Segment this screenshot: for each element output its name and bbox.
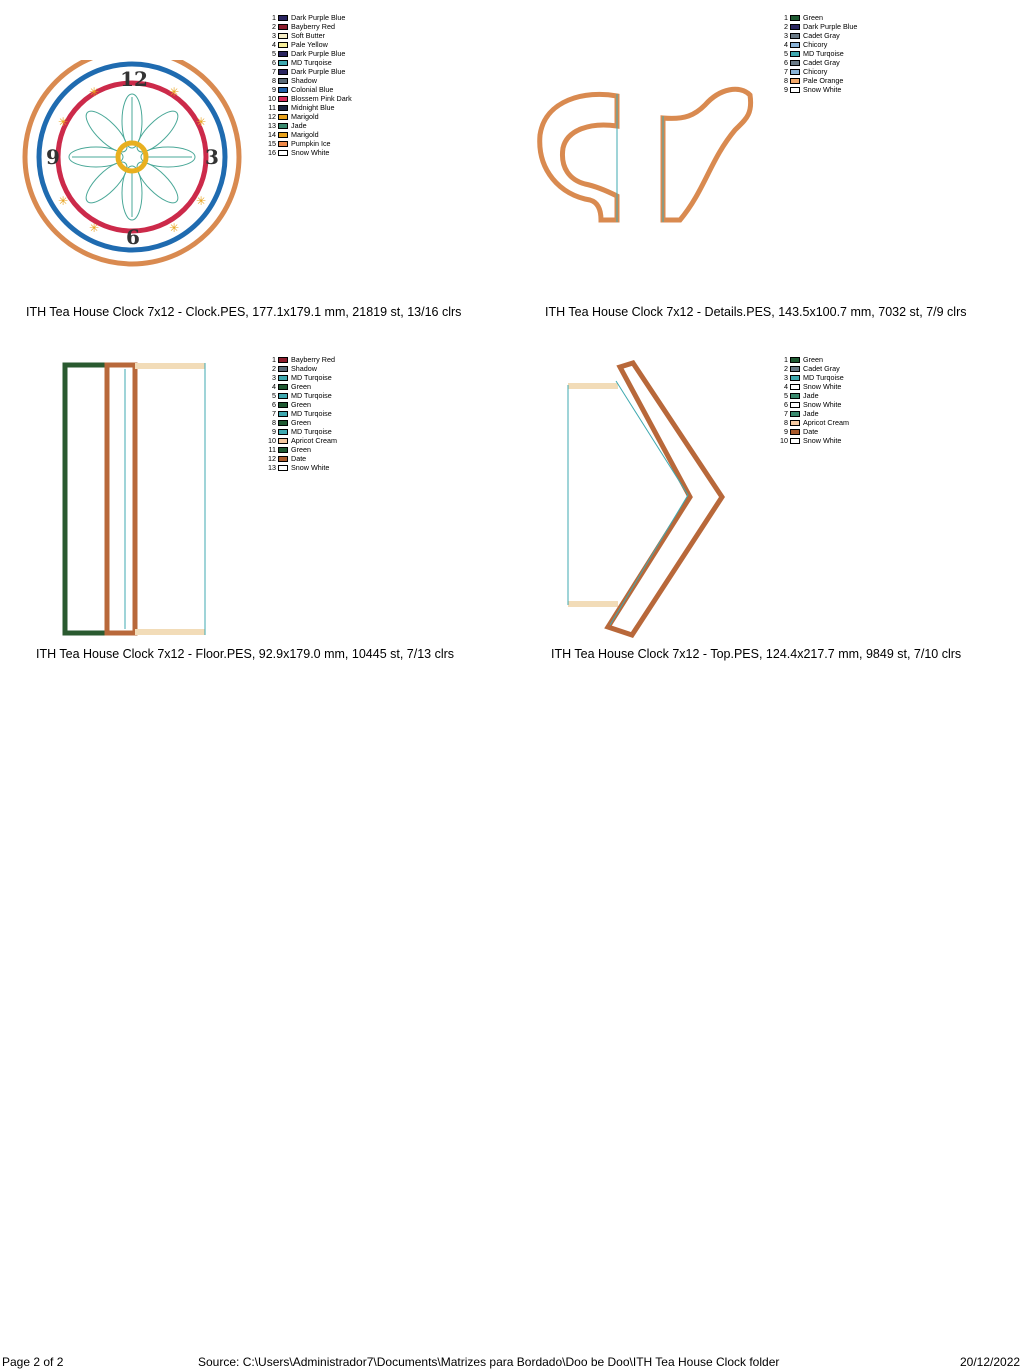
color-swatch (278, 375, 288, 381)
color-swatch (278, 105, 288, 111)
caption-top: ITH Tea House Clock 7x12 - Top.PES, 124.4x217.7 mm, 9849 st, 7/10 clrs (551, 647, 962, 661)
color-swatch (790, 60, 800, 66)
legend-row (774, 382, 849, 391)
legend-number: 4 (784, 382, 788, 391)
color-swatch (278, 51, 288, 57)
thread-name: Green (291, 418, 311, 427)
thread-legend-top (774, 355, 849, 445)
legend-number: 7 (784, 409, 788, 418)
legend-row (262, 436, 337, 445)
color-swatch (278, 33, 288, 39)
legend-number: 10 (268, 436, 276, 445)
thread-name: Bayberry Red (291, 22, 335, 31)
legend-row (774, 31, 857, 40)
color-swatch (278, 87, 288, 93)
color-swatch (790, 429, 800, 435)
color-swatch (790, 411, 800, 417)
color-swatch (278, 15, 288, 21)
legend-number: 8 (272, 76, 276, 85)
color-swatch (790, 384, 800, 390)
thread-legend-clock (262, 13, 352, 157)
legend-number: 3 (784, 373, 788, 382)
legend-number: 6 (784, 58, 788, 67)
top-design-preview (560, 355, 740, 645)
color-swatch (790, 357, 800, 363)
thread-name: MD Turqoise (291, 58, 332, 67)
legend-number: 10 (268, 94, 276, 103)
thread-name: Dark Purple Blue (291, 49, 346, 58)
legend-row (774, 409, 849, 418)
color-swatch (790, 33, 800, 39)
legend-row (262, 463, 337, 472)
legend-number: 9 (784, 85, 788, 94)
page-number: Page 2 of 2 (2, 1355, 64, 1369)
svg-text:✳: ✳ (88, 85, 100, 99)
color-swatch (278, 447, 288, 453)
thread-name: Midnight Blue (291, 103, 335, 112)
legend-row (262, 355, 337, 364)
legend-number: 11 (268, 445, 276, 454)
legend-row (774, 373, 849, 382)
legend-row (262, 418, 337, 427)
legend-number: 2 (784, 22, 788, 31)
legend-number: 12 (268, 112, 276, 121)
legend-row (774, 400, 849, 409)
color-swatch (790, 24, 800, 30)
legend-row (262, 31, 352, 40)
color-swatch (790, 15, 800, 21)
color-swatch (278, 42, 288, 48)
color-swatch (790, 393, 800, 399)
color-swatch (278, 60, 288, 66)
color-swatch (790, 78, 800, 84)
legend-row (262, 40, 352, 49)
legend-number: 3 (272, 31, 276, 40)
thread-name: Apricot Cream (803, 418, 849, 427)
legend-number: 16 (268, 148, 276, 157)
legend-number: 8 (784, 76, 788, 85)
thread-name: MD Turqoise (291, 409, 332, 418)
color-swatch (278, 402, 288, 408)
legend-number: 4 (272, 382, 276, 391)
thread-name: Chicory (803, 67, 828, 76)
legend-number: 1 (272, 13, 276, 22)
clock-numeral-6: 6 (126, 225, 140, 249)
thread-name: Date (803, 427, 819, 436)
color-swatch (278, 141, 288, 147)
legend-row (262, 76, 352, 85)
legend-row (262, 409, 337, 418)
legend-row (262, 58, 352, 67)
thread-name: Snow White (291, 463, 330, 472)
caption-details: ITH Tea House Clock 7x12 - Details.PES, 143.5x100.7 mm, 7032 st, 7/9 clrs (545, 305, 967, 319)
legend-row (262, 454, 337, 463)
thread-name: Dark Purple Blue (803, 22, 858, 31)
thread-name: Green (803, 355, 823, 364)
svg-text:✳: ✳ (88, 221, 100, 235)
legend-row (262, 112, 352, 121)
legend-number: 3 (272, 373, 276, 382)
legend-number: 4 (784, 40, 788, 49)
legend-number: 12 (268, 454, 276, 463)
color-swatch (790, 420, 800, 426)
legend-row (774, 67, 857, 76)
legend-row (774, 40, 857, 49)
thread-name: Green (803, 13, 823, 22)
thread-name: Cadet Gray (803, 58, 840, 67)
legend-row (262, 22, 352, 31)
legend-number: 1 (784, 13, 788, 22)
details-design-preview (535, 80, 765, 230)
color-swatch (790, 438, 800, 444)
thread-name: MD Turqoise (291, 427, 332, 436)
thread-name: Jade (291, 121, 307, 130)
thread-name: Dark Purple Blue (291, 13, 346, 22)
svg-text:✳: ✳ (57, 194, 69, 208)
legend-row (262, 364, 337, 373)
thread-name: Chicory (803, 40, 828, 49)
thread-name: Marigold (291, 112, 319, 121)
legend-number: 8 (272, 418, 276, 427)
legend-row (774, 58, 857, 67)
thread-name: Snow White (291, 148, 330, 157)
thread-name: Snow White (803, 382, 842, 391)
thread-name: Dark Purple Blue (291, 67, 346, 76)
legend-row (774, 418, 849, 427)
thread-name: Shadow (291, 76, 317, 85)
legend-number: 2 (784, 364, 788, 373)
thread-name: Snow White (803, 85, 842, 94)
legend-number: 6 (784, 400, 788, 409)
svg-text:✳: ✳ (57, 115, 69, 129)
thread-name: Cadet Gray (803, 364, 840, 373)
thread-name: MD Turqoise (291, 373, 332, 382)
legend-row (774, 436, 849, 445)
color-swatch (278, 438, 288, 444)
legend-number: 2 (272, 364, 276, 373)
color-swatch (278, 420, 288, 426)
legend-number: 9 (784, 427, 788, 436)
color-swatch (278, 366, 288, 372)
legend-row (262, 400, 337, 409)
legend-number: 6 (272, 58, 276, 67)
caption-clock: ITH Tea House Clock 7x12 - Clock.PES, 177.1x179.1 mm, 21819 st, 13/16 clrs (26, 305, 462, 319)
legend-row (262, 139, 352, 148)
thread-name: Green (291, 400, 311, 409)
thread-name: Green (291, 445, 311, 454)
legend-number: 11 (268, 103, 276, 112)
legend-row (774, 76, 857, 85)
thread-name: Pumpkin Ice (291, 139, 331, 148)
legend-number: 2 (272, 22, 276, 31)
thread-name: Green (291, 382, 311, 391)
legend-row (774, 355, 849, 364)
legend-number: 15 (268, 139, 276, 148)
legend-row (774, 22, 857, 31)
legend-row (262, 67, 352, 76)
legend-number: 5 (784, 391, 788, 400)
thread-name: Jade (803, 409, 819, 418)
legend-row (262, 103, 352, 112)
color-swatch (278, 123, 288, 129)
svg-text:✳: ✳ (195, 194, 207, 208)
svg-text:✳: ✳ (195, 115, 207, 129)
legend-number: 4 (272, 40, 276, 49)
thread-name: Date (291, 454, 307, 463)
legend-row (774, 391, 849, 400)
color-swatch (278, 357, 288, 363)
legend-row (774, 85, 857, 94)
thread-name: Marigold (291, 130, 319, 139)
legend-row (262, 445, 337, 454)
thread-name: MD Turqoise (803, 373, 844, 382)
thread-name: Colonial Blue (291, 85, 334, 94)
color-swatch (278, 465, 288, 471)
clock-design-preview (20, 60, 250, 270)
legend-row (262, 13, 352, 22)
svg-text:✳: ✳ (168, 221, 180, 235)
legend-row (262, 391, 337, 400)
thread-legend-floor (262, 355, 337, 472)
clock-numeral-12: 12 (120, 67, 148, 91)
thread-name: MD Turqoise (291, 391, 332, 400)
legend-number: 1 (272, 355, 276, 364)
legend-number: 5 (272, 391, 276, 400)
legend-number: 7 (272, 67, 276, 76)
thread-name: Soft Butter (291, 31, 325, 40)
legend-number: 14 (268, 130, 276, 139)
legend-row (262, 427, 337, 436)
color-swatch (278, 78, 288, 84)
legend-number: 10 (780, 436, 788, 445)
thread-name: Pale Yellow (291, 40, 328, 49)
legend-number: 1 (784, 355, 788, 364)
color-swatch (790, 87, 800, 93)
thread-name: MD Turqoise (803, 49, 844, 58)
thread-name: Apricot Cream (291, 436, 337, 445)
color-swatch (278, 456, 288, 462)
thread-name: Jade (803, 391, 819, 400)
legend-number: 5 (784, 49, 788, 58)
thread-name: Cadet Gray (803, 31, 840, 40)
color-swatch (278, 96, 288, 102)
clock-numeral-9: 9 (46, 145, 60, 169)
source-path: Source: C:\Users\Administrador7\Documents\Matrizes para Bordado\Doo be Doo\ITH Tea House Clock folder (198, 1355, 780, 1369)
thread-name: Snow White (803, 400, 842, 409)
clock-numeral-3: 3 (205, 145, 219, 169)
legend-number: 8 (784, 418, 788, 427)
legend-row (262, 94, 352, 103)
legend-row (774, 13, 857, 22)
legend-number: 7 (272, 409, 276, 418)
thread-legend-details (774, 13, 857, 94)
color-swatch (278, 384, 288, 390)
legend-number: 9 (272, 85, 276, 94)
color-swatch (278, 150, 288, 156)
legend-row (262, 382, 337, 391)
legend-number: 13 (268, 463, 276, 472)
svg-text:✳: ✳ (168, 85, 180, 99)
legend-row (262, 373, 337, 382)
legend-row (774, 427, 849, 436)
color-swatch (278, 69, 288, 75)
thread-name: Blossem Pink Dark (291, 94, 352, 103)
thread-name: Shadow (291, 364, 317, 373)
legend-row (262, 148, 352, 157)
color-swatch (790, 42, 800, 48)
color-swatch (790, 375, 800, 381)
print-date: 20/12/2022 (960, 1355, 1021, 1369)
thread-name: Snow White (803, 436, 842, 445)
legend-number: 6 (272, 400, 276, 409)
legend-row (262, 130, 352, 139)
color-swatch (790, 69, 800, 75)
legend-row (262, 121, 352, 130)
legend-number: 13 (268, 121, 276, 130)
legend-row (774, 364, 849, 373)
thread-name: Pale Orange (803, 76, 844, 85)
thread-name: Bayberry Red (291, 355, 335, 364)
floor-design-preview (55, 355, 215, 645)
color-swatch (790, 51, 800, 57)
color-swatch (278, 411, 288, 417)
color-swatch (790, 402, 800, 408)
legend-row (262, 49, 352, 58)
color-swatch (278, 114, 288, 120)
color-swatch (278, 429, 288, 435)
legend-row (262, 85, 352, 94)
color-swatch (790, 366, 800, 372)
legend-number: 5 (272, 49, 276, 58)
legend-row (774, 49, 857, 58)
legend-number: 7 (784, 67, 788, 76)
legend-number: 9 (272, 427, 276, 436)
color-swatch (278, 132, 288, 138)
caption-floor: ITH Tea House Clock 7x12 - Floor.PES, 92.9x179.0 mm, 10445 st, 7/13 clrs (36, 647, 455, 661)
color-swatch (278, 24, 288, 30)
legend-number: 3 (784, 31, 788, 40)
color-swatch (278, 393, 288, 399)
